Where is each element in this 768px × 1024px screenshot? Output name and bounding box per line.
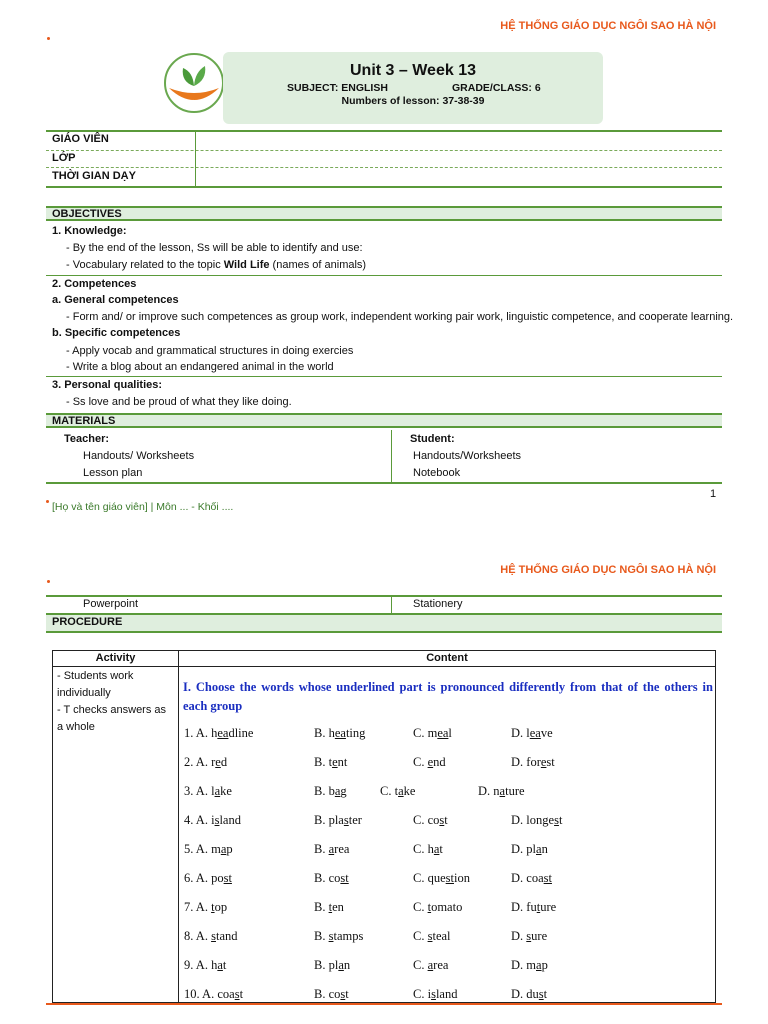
general-line: - Form and/ or improve such competences as group work, independent working pair work, linguistic competence, and cooperate learning. — [66, 311, 734, 323]
divider — [46, 275, 722, 276]
question-option: D. forest — [511, 755, 555, 769]
activity-line: - T checks answers as a whole — [57, 704, 167, 733]
question-option: D. future — [511, 900, 557, 914]
question-option: B. bag — [314, 784, 347, 798]
teacher-label: GIÁO VIÊN — [52, 133, 109, 145]
divider — [46, 186, 722, 188]
activity-column-header: Activity — [95, 652, 136, 664]
knowledge-heading: 1. Knowledge: — [52, 225, 127, 237]
divider — [53, 666, 715, 667]
question-option: 5. A. map — [184, 842, 233, 856]
teacher-materials-label: Teacher: — [64, 433, 110, 445]
question-option: D. dust — [511, 987, 548, 1001]
divider — [391, 596, 392, 614]
question-option: D. longest — [511, 813, 563, 827]
bullet-dot — [47, 580, 50, 583]
content-column-header: Content — [426, 652, 468, 664]
knowledge-line: - Vocabulary related to the topic Wild Life (names of animals) — [66, 259, 367, 271]
question-option: D. map — [511, 958, 548, 972]
question-option: C. question — [413, 871, 470, 885]
school-name: HỆ THỐNG GIÁO DỤC NGÔI SAO HÀ NỘI — [500, 564, 716, 576]
question-option: B. plaster — [314, 813, 362, 827]
divider — [46, 130, 722, 132]
question-option: B. plan — [314, 958, 351, 972]
question-option: C. area — [413, 958, 449, 972]
question-option: 3. A. lake — [184, 784, 232, 798]
page-bottom-line — [46, 1003, 722, 1005]
bullet-dot — [47, 37, 50, 40]
question-option: 2. A. red — [184, 755, 228, 769]
question-option: C. take — [380, 784, 416, 798]
teacher-material: Lesson plan — [83, 467, 143, 479]
page-number: 1 — [710, 488, 717, 500]
student-material: Handouts/Worksheets — [413, 450, 522, 462]
question-option: 6. A. post — [184, 871, 232, 885]
question-option: 10. A. coast — [184, 987, 244, 1001]
question-option: D. leave — [511, 726, 553, 740]
grade: GRADE/CLASS: 6 — [452, 82, 541, 94]
question-option: 1. A. headline — [184, 726, 254, 740]
general-heading: a. General competences — [52, 294, 179, 306]
header-box — [223, 52, 603, 124]
svg-text:★ ★ ★: ★ ★ ★ — [184, 99, 204, 106]
question-option: C. island — [413, 987, 458, 1001]
activity-line: - Students work individually — [57, 670, 134, 699]
school-logo — [163, 52, 225, 114]
question-option: 4. A. island — [184, 813, 241, 827]
bullet-dot — [46, 500, 49, 503]
divider — [46, 150, 722, 151]
question-option: B. ten — [314, 900, 344, 914]
subject: SUBJECT: ENGLISH — [287, 82, 388, 94]
specific-line: - Write a blog about an endangered animal in the world — [66, 361, 334, 373]
task-instruction: I. Choose the words whose underlined part is pronounced differently from that of the others in each group — [183, 680, 713, 713]
divider — [46, 482, 722, 484]
student-material: Notebook — [413, 467, 461, 479]
question-option: D. plan — [511, 842, 548, 856]
class-label: LỚP — [52, 152, 76, 164]
footer-note: [Họ và tên giáo viên] | Môn ... - Khối .... — [52, 501, 234, 513]
student-material: Stationery — [413, 598, 463, 610]
question-option: B. stamps — [314, 929, 364, 943]
question-option: D. nature — [478, 784, 525, 798]
question-option: D. coast — [511, 871, 552, 885]
divider — [391, 430, 392, 482]
materials-heading: MATERIALS — [46, 413, 722, 428]
question-option: 9. A. hat — [184, 958, 227, 972]
specific-heading: b. Specific competences — [52, 327, 181, 339]
objectives-heading: OBJECTIVES — [46, 206, 722, 221]
teacher-material: Powerpoint — [83, 598, 139, 610]
personal-line: - Ss love and be proud of what they like doing. — [66, 396, 292, 408]
question-option: B. area — [314, 842, 350, 856]
student-materials-label: Student: — [410, 433, 455, 445]
procedure-heading: PROCEDURE — [46, 613, 722, 633]
question-option: B. heating — [314, 726, 366, 740]
procedure-table — [52, 650, 716, 1003]
personal-heading: 3. Personal qualities: — [52, 379, 163, 391]
competences-heading: 2. Competences — [52, 278, 137, 290]
unit-title: Unit 3 – Week 13 — [350, 62, 476, 79]
question-option: C. tomato — [413, 900, 463, 914]
question-option: B. cost — [314, 871, 349, 885]
divider — [178, 651, 179, 1002]
knowledge-line: - By the end of the lesson, Ss will be able to identify and use: — [66, 242, 363, 254]
question-option: C. end — [413, 755, 446, 769]
divider — [46, 376, 722, 377]
divider — [195, 132, 196, 186]
question-option: C. cost — [413, 813, 448, 827]
question-option: B. tent — [314, 755, 348, 769]
question-option: 8. A. stand — [184, 929, 238, 943]
question-option: C. steal — [413, 929, 451, 943]
divider — [46, 167, 722, 168]
specific-line: - Apply vocab and grammatical structures in doing exercies — [66, 345, 354, 357]
time-label: THỜI GIAN DẠY — [52, 170, 136, 182]
teacher-material: Handouts/ Worksheets — [83, 450, 195, 462]
question-option: 7. A. top — [184, 900, 228, 914]
question-option: C. hat — [413, 842, 443, 856]
question-option: D. sure — [511, 929, 548, 943]
divider — [46, 595, 722, 597]
lesson-numbers: Numbers of lesson: 37-38-39 — [341, 95, 485, 107]
school-name: HỆ THỐNG GIÁO DỤC NGÔI SAO HÀ NỘI — [500, 20, 716, 32]
question-option: B. cost — [314, 987, 349, 1001]
question-option: C. meal — [413, 726, 452, 740]
